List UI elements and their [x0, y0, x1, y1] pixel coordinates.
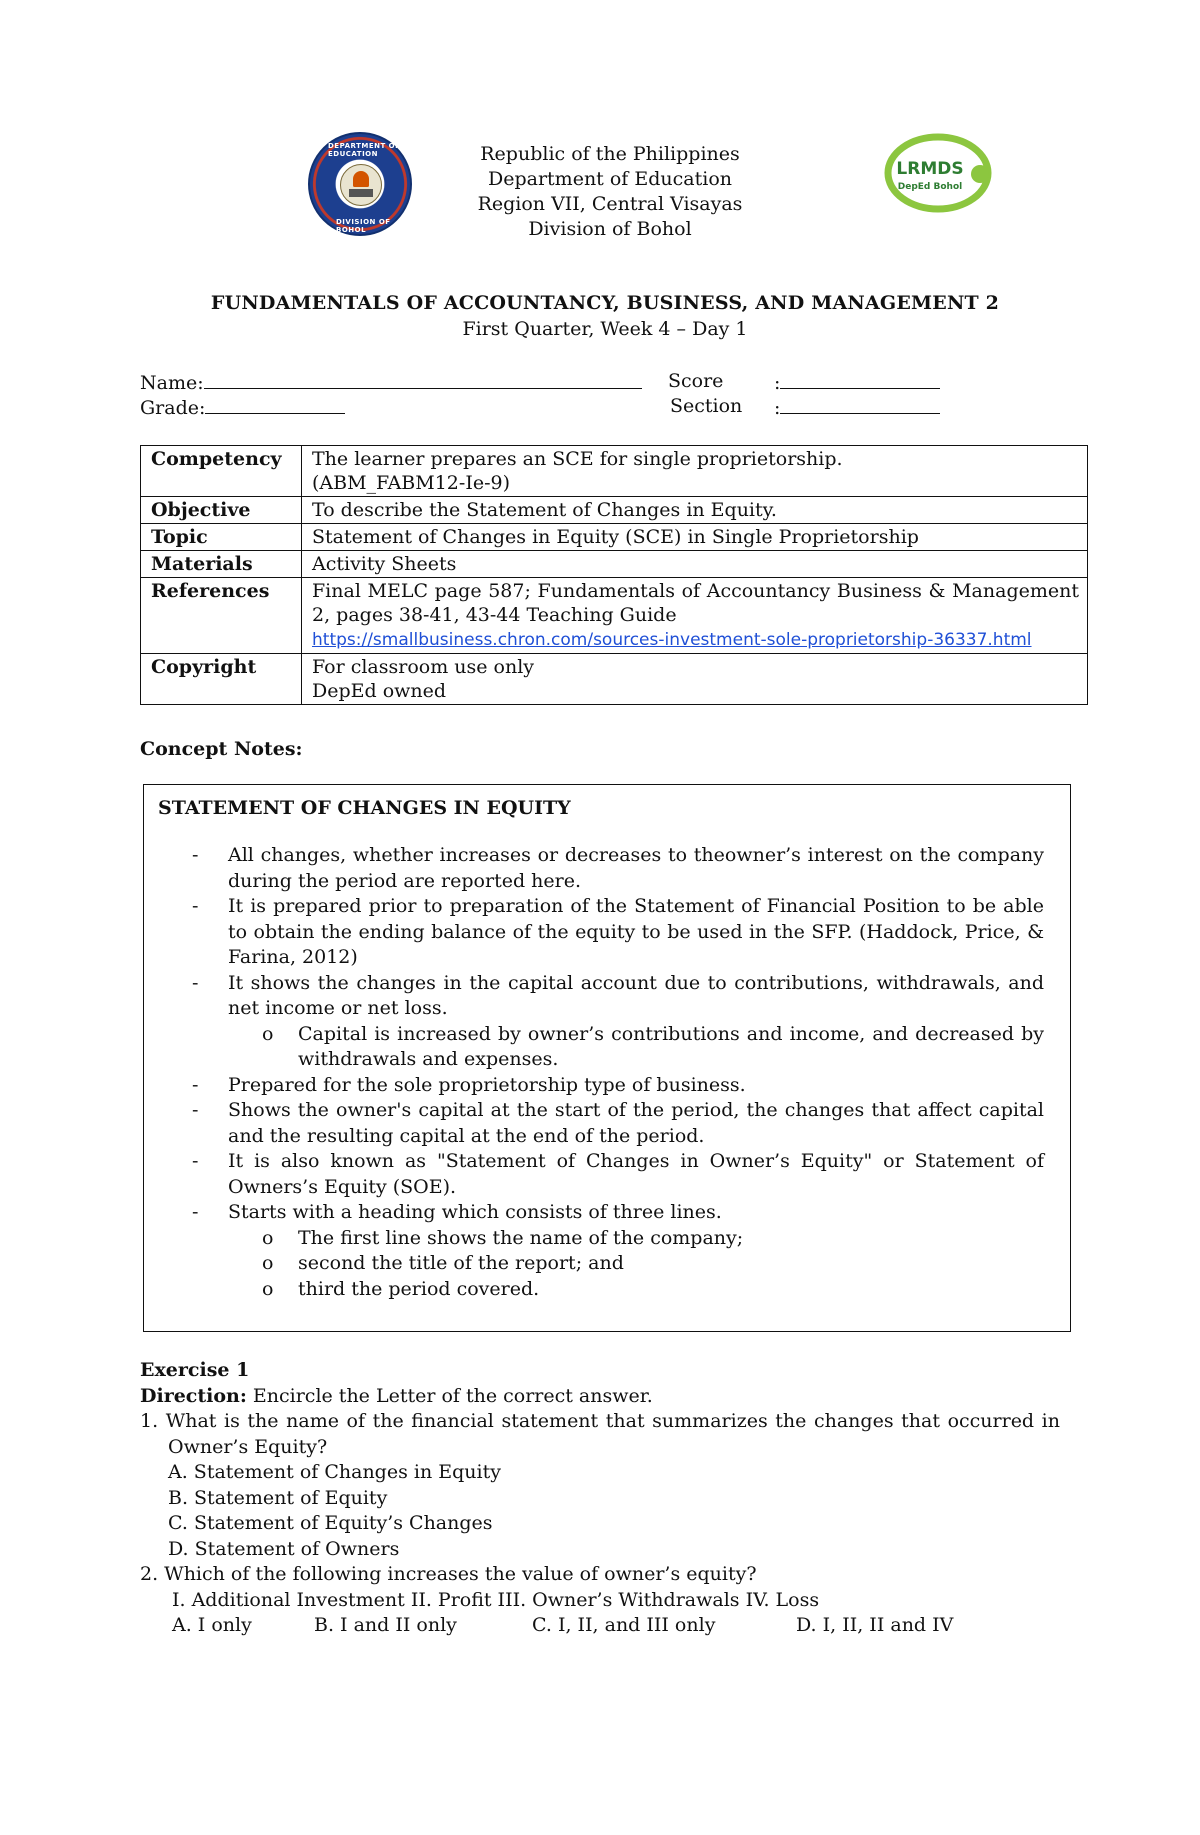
- letterhead: [420, 142, 800, 242]
- score-label: Score: [668, 370, 724, 392]
- row-value: [302, 551, 1088, 578]
- q2-options: [140, 1613, 1060, 1639]
- q1-option-b[interactable]: B. Statement of Equity: [168, 1486, 388, 1509]
- row-value: [302, 654, 1088, 705]
- section-blank[interactable]: [780, 395, 940, 414]
- seal-text-bottom: DIVISION OF BOHOL: [336, 218, 391, 234]
- deped-division-seal: [308, 132, 412, 236]
- row-value-line: Activity Sheets: [312, 553, 457, 575]
- table-row-topic: [141, 524, 1088, 551]
- table-row-references: [141, 578, 1088, 654]
- list-item: - Shows the owner's capital at the start of the period, the changes that affect capital and the resulting capital at the end of the period.: [192, 1098, 1044, 1149]
- q1-option-d[interactable]: D. Statement of Owners: [168, 1537, 400, 1560]
- score-colon-field[interactable]: [774, 370, 940, 394]
- name-blank[interactable]: [204, 370, 642, 389]
- row-value-line: DepEd owned: [312, 680, 447, 702]
- seal-text-top: DEPARTMENT OF EDUCATION: [328, 142, 401, 158]
- list-item: - It shows the changes in the capital account due to contributions, withdrawals, and net income or net loss.: [192, 971, 1044, 1022]
- seal-emblem-icon: [340, 164, 382, 206]
- question-2: 2. Which of the following increases the value of owner’s equity?: [140, 1563, 757, 1585]
- list-subitem: o Capital is increased by owner’s contributions and income, and decreased by withdrawals and expenses.: [192, 1022, 1044, 1073]
- row-value-line: Final MELC page 587; Fundamentals of Accountancy Business & Management 2, pages 38-41, 43-44 Teaching Guide: [312, 580, 1079, 626]
- list-subitem: o The first line shows the name of the company;: [192, 1226, 1044, 1252]
- concept-box-title: STATEMENT OF CHANGES IN EQUITY: [158, 797, 571, 819]
- exercise-title: Exercise 1: [140, 1359, 250, 1381]
- document-title: FUNDAMENTALS OF ACCOUNTANCY, BUSINESS, AND MANAGEMENT 2: [210, 292, 1000, 314]
- q2-option-a[interactable]: A. I only: [172, 1614, 252, 1636]
- section-colon-field[interactable]: [774, 395, 940, 419]
- section-label: Section: [670, 395, 743, 417]
- letterhead-line-3: Region VII, Central Visayas: [477, 193, 743, 215]
- name-label: Name:: [140, 372, 204, 394]
- row-value: [302, 497, 1088, 524]
- list-item: - All changes, whether increases or decreases to theowner’s interest on the company during the period are reported here.: [192, 843, 1044, 894]
- concept-notes-label: Concept Notes:: [140, 738, 303, 760]
- row-value-line: (ABM_FABM12-Ie-9): [312, 472, 510, 494]
- row-label: Copyright: [141, 654, 302, 705]
- concept-notes-box: [143, 784, 1071, 1332]
- grade-blank[interactable]: [205, 395, 345, 414]
- concept-list: [192, 843, 1044, 1302]
- name-field[interactable]: [140, 370, 642, 394]
- lesson-info-table: [140, 445, 1088, 705]
- logo-sub-text: DepEd Bohol: [897, 182, 963, 192]
- document-subtitle: First Quarter, Week 4 – Day 1: [462, 318, 748, 340]
- q2-option-b[interactable]: B. I and II only: [314, 1614, 457, 1636]
- grade-field[interactable]: [140, 395, 345, 419]
- q2-option-c[interactable]: C. I, II, and III only: [532, 1614, 716, 1636]
- section-colon: :: [774, 397, 781, 419]
- row-label: References: [141, 578, 302, 654]
- row-label: Objective: [141, 497, 302, 524]
- row-label: Competency: [141, 446, 302, 497]
- list-subitem: o second the title of the report; and: [192, 1251, 1044, 1277]
- list-item: - It is prepared prior to preparation of the Statement of Financial Position to be able to obtain the ending balance of the equity to be used in the SFP. (Haddock, Price, & Farina, 2012): [192, 894, 1044, 971]
- row-value-line: Statement of Changes in Equity (SCE) in Single Proprietorship: [312, 526, 919, 548]
- row-value: [302, 446, 1088, 497]
- logo-main-text: LRMDS: [896, 159, 964, 179]
- score-field[interactable]: [668, 370, 723, 392]
- q2-items: I. Additional Investment II. Profit III. Owner’s Withdrawals IV. Loss: [172, 1588, 820, 1611]
- lrmds-logo: [876, 128, 1000, 218]
- row-value-line: The learner prepares an SCE for single proprietorship.: [312, 448, 843, 470]
- table-row-objective: [141, 497, 1088, 524]
- q1-option-a[interactable]: A. Statement of Changes in Equity: [168, 1461, 501, 1483]
- list-item: - Prepared for the sole proprietorship type of business.: [192, 1073, 1044, 1099]
- letterhead-line-1: Republic of the Philippines: [480, 143, 740, 165]
- row-value: [302, 578, 1088, 654]
- list-item: - Starts with a heading which consists of three lines.: [192, 1200, 1044, 1226]
- list-item: - It is also known as "Statement of Changes in Owner’s Equity" or Statement of Owners’s Equity (SOE).: [192, 1149, 1044, 1200]
- direction-label: Direction:: [140, 1384, 247, 1407]
- score-colon: :: [774, 372, 781, 394]
- section-field[interactable]: [670, 395, 742, 417]
- row-value-line: For classroom use only: [312, 656, 535, 678]
- letterhead-line-2: Department of Education: [488, 168, 732, 190]
- exercise-direction: [140, 1384, 1060, 1410]
- list-subitem: o third the period covered.: [192, 1277, 1044, 1303]
- table-row-competency: [141, 446, 1088, 497]
- row-label: Materials: [141, 551, 302, 578]
- table-row-copyright: [141, 654, 1088, 705]
- table-row-materials: [141, 551, 1088, 578]
- reference-link[interactable]: https://smallbusiness.chron.com/sources-investment-sole-proprietorship-36337.html: [312, 630, 1032, 650]
- score-blank[interactable]: [780, 370, 940, 389]
- letterhead-line-4: Division of Bohol: [528, 218, 692, 240]
- grade-label: Grade:: [140, 397, 206, 419]
- exercise-section: [140, 1358, 1060, 1639]
- question-1: 1. What is the name of the financial statement that summarizes the changes that occurred in Owner’s Equity?: [140, 1410, 1060, 1458]
- direction-text: Encircle the Letter of the correct answer.: [246, 1384, 653, 1407]
- row-value-line: To describe the Statement of Changes in Equity.: [312, 499, 777, 521]
- q1-option-c[interactable]: C. Statement of Equity’s Changes: [168, 1512, 493, 1534]
- row-label: Topic: [141, 524, 302, 551]
- q2-option-d[interactable]: D. I, II, II and IV: [796, 1614, 954, 1636]
- row-value: [302, 524, 1088, 551]
